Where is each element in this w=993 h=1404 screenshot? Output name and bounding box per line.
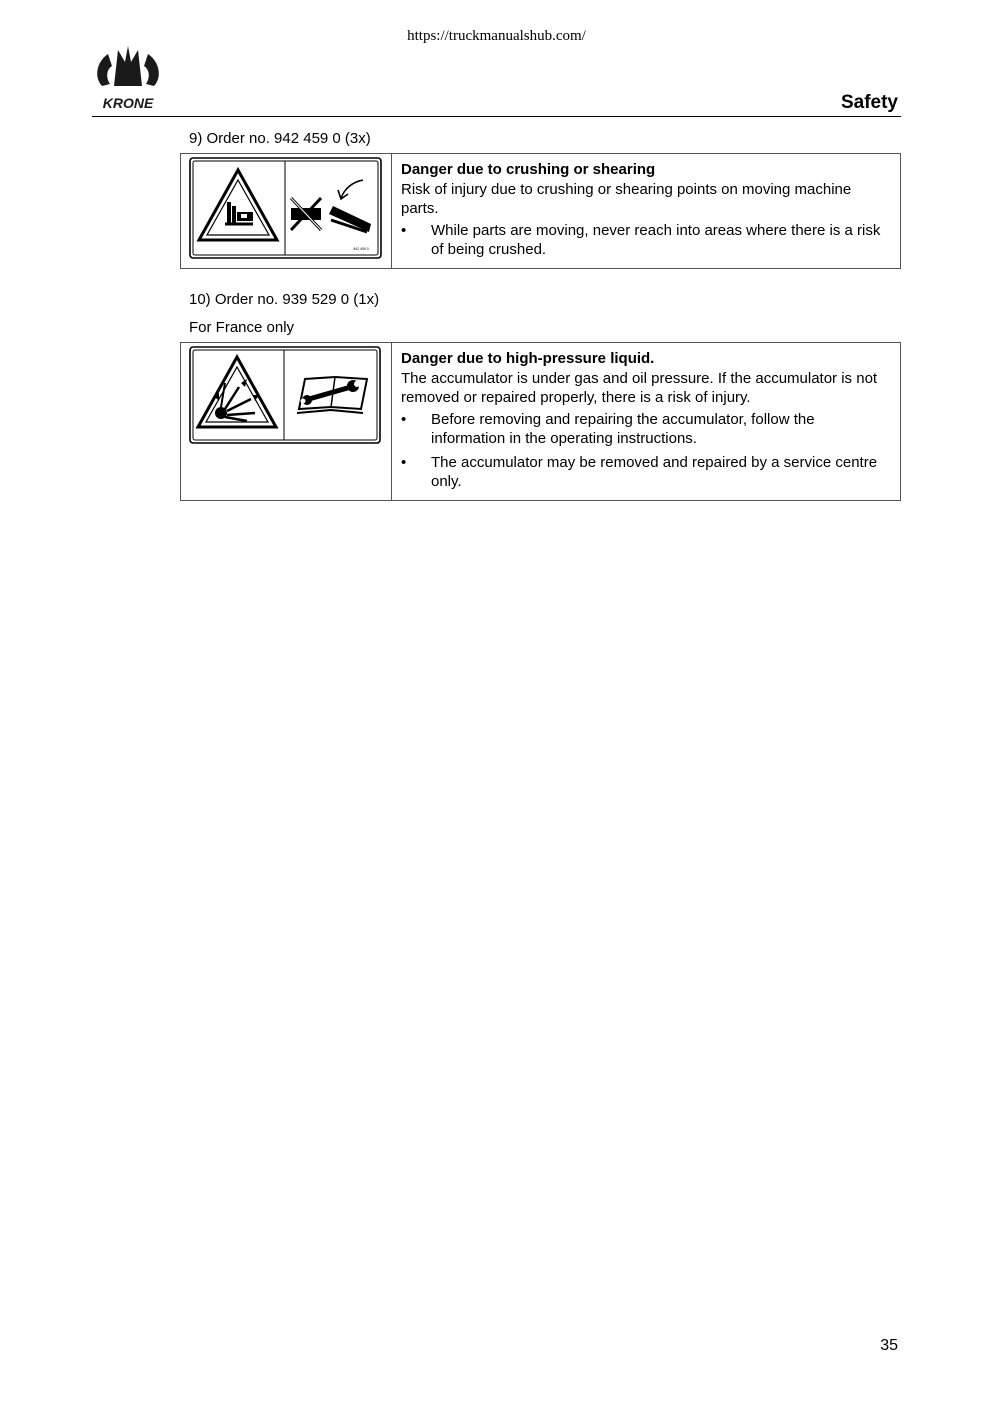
list-item: • While parts are moving, never reach into areas where there is a risk of being crushed.: [401, 221, 891, 260]
sign-10-table: [180, 342, 901, 501]
high-pressure-warning-pictogram: [181, 343, 391, 447]
sign-9-bullet-list: [401, 221, 891, 260]
list-item: • The accumulator may be removed and repaired by a service centre only.: [401, 453, 891, 492]
sign-9-table: [180, 153, 901, 269]
svg-text:KRONE: KRONE: [102, 95, 154, 111]
crushing-warning-pictogram: [181, 154, 391, 262]
sign-10-caption: 10) Order no. 939 529 0 (1x): [189, 291, 380, 308]
header-divider: [92, 116, 901, 117]
page-number: 35: [880, 1337, 898, 1354]
sign-9-image-cell: [181, 154, 392, 269]
section-title: Safety: [840, 92, 898, 113]
svg-text:942 459 0: 942 459 0: [353, 247, 369, 251]
sign-10-bullet-list: [401, 410, 891, 492]
sign-10-subcaption: For France only: [189, 319, 295, 336]
sign-10-description: The accumulator is under gas and oil pressure. If the accumulator is not removed or repaired properly, there is a risk of injury.: [401, 369, 878, 406]
sign-9-caption: 9) Order no. 942 459 0 (3x): [189, 130, 371, 147]
sign-10-text-cell: [392, 343, 901, 501]
sign-10-image-cell: [181, 343, 392, 501]
krone-logo: [92, 42, 164, 112]
source-url: https://truckmanualshub.com/: [407, 28, 586, 44]
sign-10-title: Danger due to high-pressure liquid.: [401, 350, 655, 367]
list-item: • Before removing and repairing the accumulator, follow the information in the operating instructions.: [401, 410, 891, 449]
sign-9-description: Risk of injury due to crushing or shearing points on moving machine parts.: [401, 180, 852, 217]
sign-9-text-cell: [392, 154, 901, 269]
sign-9-title: Danger due to crushing or shearing: [401, 161, 656, 178]
